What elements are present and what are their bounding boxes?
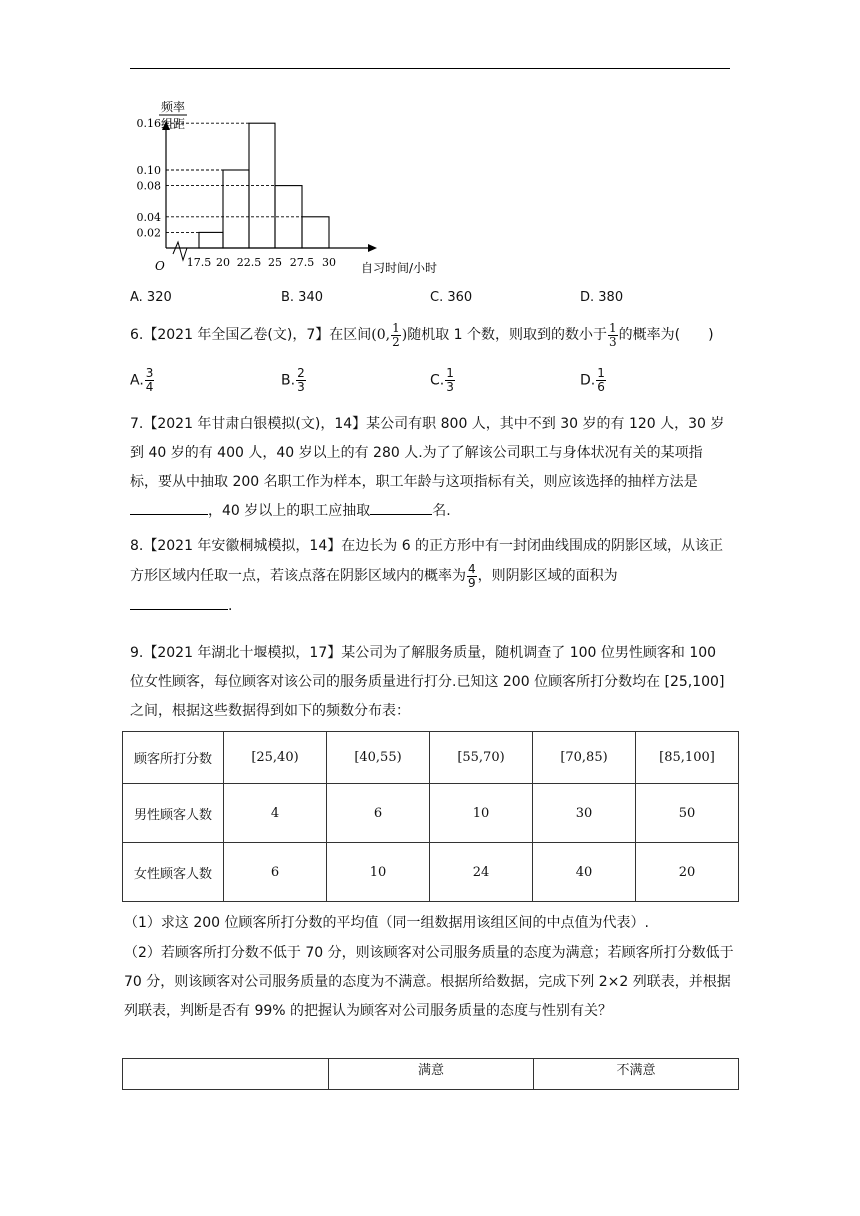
fraction-numerator: 4	[468, 561, 476, 576]
q7-text-a: 7.【2021 年甘肃白银模拟(文)，14】某公司有职 800 人，其中不到 30 岁的有 120 人，30 岁到 40 岁的有 400 人，40 岁以上的有 280 人.为了了解该公司职工与身体状况有关的某项指标，要从中抽取 200 名职工作为样本，职工年龄与这项指标有关，则应该选择的抽样方法是	[130, 416, 725, 490]
histogram-bar	[199, 232, 223, 248]
table-cell: 50	[636, 784, 739, 843]
q5-option-b[interactable]: B. 340	[281, 290, 323, 305]
table-row	[123, 732, 739, 784]
q7-text-b: ，40 岁以上的职工应抽取	[208, 503, 371, 519]
q6-option-c[interactable]	[430, 367, 456, 394]
q8-text-c: .	[228, 598, 233, 614]
table-header-cell	[123, 1059, 329, 1090]
table-cell: 30	[533, 784, 636, 843]
table-header-cell: [25,40)	[224, 732, 327, 784]
q5-option-a[interactable]: A. 320	[130, 290, 172, 305]
y-tick-label: 0.02	[136, 226, 161, 240]
y-tick-label: 0.10	[136, 164, 161, 177]
q8-paragraph	[130, 531, 730, 621]
q7-blank-method[interactable]	[130, 500, 208, 515]
q6-interval-fraction	[391, 322, 401, 349]
q6-text-mid: 随机取 1 个数，则取到的数小于	[407, 327, 608, 343]
fraction-numerator: 1	[446, 366, 454, 380]
table-cell: 4	[224, 784, 327, 843]
table-header-cell: [70,85)	[533, 732, 636, 784]
y-tick-label: 0.16	[136, 117, 161, 131]
histogram-bar	[302, 217, 329, 248]
table-header-cell: 不满意	[534, 1059, 739, 1090]
q8-text-a: 8.【2021 年安徽桐城模拟，14】在边长为 6 的正方形中有一封闭曲线围成的阴影区域，从该正方形区域内任取一点，若该点落在阴影区域内的概率为	[130, 538, 724, 584]
q7-blank-count[interactable]	[370, 500, 432, 515]
q7-text-c: 名.	[432, 503, 451, 519]
fraction-denominator: 3	[609, 334, 617, 349]
fraction-denominator: 4	[145, 380, 154, 394]
option-fraction	[145, 367, 155, 394]
q7-paragraph	[130, 410, 730, 526]
option-fraction	[596, 367, 606, 394]
q8-text-b: ，则阴影区域的面积为	[477, 568, 618, 584]
histogram-chart	[125, 98, 438, 283]
origin-label: O	[155, 259, 165, 273]
table-row	[123, 784, 739, 843]
fraction-denominator: 6	[597, 380, 605, 394]
q8-probability-fraction	[467, 563, 477, 590]
table-header-cell: 顾客所打分数	[123, 732, 224, 784]
x-tick-label: 20	[216, 256, 230, 269]
q6-text-pre: 6.【2021 年全国乙卷(文)，7】在区间	[130, 327, 372, 343]
q9-paragraph: 9.【2021 年湖北十堰模拟，17】某公司为了解服务质量，随机调查了 100 位男性顾客和 100 位女性顾客，每位顾客对该公司的服务质量进行打分.已知这 200 位顾客所打分数均在 [25,100] 之间，根据这些数据得到如下的频数分布表：	[130, 645, 725, 719]
contingency-table	[122, 1058, 739, 1090]
table-cell: 40	[533, 843, 636, 902]
table-cell: 24	[430, 843, 533, 902]
option-label: A.	[130, 372, 144, 389]
table-row	[123, 1059, 739, 1090]
x-tick-label: 30	[322, 256, 336, 269]
fraction-numerator: 1	[609, 320, 617, 335]
table-cell: 男性顾客人数	[123, 784, 224, 843]
q9-part2: （2）若顾客所打分数不低于 70 分，则该顾客对公司服务质量的态度为满意；若顾客所打分数低于 70 分，则该顾客对公司服务质量的态度为不满意。根据所给数据，完成下列 2×2 列联表，并根据列联表，判断是否有 99% 的把握认为顾客对公司服务质量的态度与性别有关？	[124, 945, 734, 1019]
x-axis-label: 自习时间/小时	[361, 261, 438, 275]
q6-option-b[interactable]	[281, 367, 307, 394]
q6-option-a[interactable]	[130, 367, 155, 394]
fraction-denominator: 3	[297, 380, 305, 394]
fraction-numerator: 3	[145, 366, 154, 380]
option-label: C.	[430, 372, 445, 389]
option-label: B.	[281, 372, 296, 389]
y-tick-label: 0.08	[136, 179, 161, 193]
q6-stem	[130, 318, 714, 352]
q6-interval-open: (0,	[371, 327, 391, 343]
histogram-bar	[223, 170, 249, 248]
frequency-table	[122, 731, 739, 902]
q6-interval-close: )	[401, 327, 408, 343]
y-axis-label-top: 频率	[160, 100, 186, 114]
fraction-numerator: 1	[392, 320, 400, 335]
table-header-cell: 满意	[329, 1059, 534, 1090]
option-label: D.	[580, 372, 596, 389]
table-cell: 女性顾客人数	[123, 843, 224, 902]
x-axis-arrow	[368, 244, 377, 252]
q6-option-d[interactable]	[580, 367, 607, 394]
q6-text-post: 的概率为( )	[618, 327, 714, 343]
y-tick-label: 0.04	[136, 210, 161, 224]
q5-option-c[interactable]: C. 360	[430, 290, 473, 305]
table-row	[123, 843, 739, 902]
q8-blank-area[interactable]	[130, 595, 228, 610]
option-fraction	[296, 367, 306, 394]
table-cell: 6	[224, 843, 327, 902]
q5-option-d[interactable]: D. 380	[580, 290, 624, 305]
fraction-denominator: 9	[468, 575, 476, 590]
table-header-cell: [55,70)	[430, 732, 533, 784]
x-tick-label: 25	[268, 256, 282, 269]
fraction-denominator: 3	[446, 380, 454, 394]
table-header-cell: [40,55)	[327, 732, 430, 784]
header-rule	[130, 68, 730, 69]
x-tick-label: 22.5	[236, 256, 262, 269]
fraction-numerator: 1	[597, 366, 605, 380]
fraction-numerator: 2	[297, 366, 305, 380]
table-cell: 6	[327, 784, 430, 843]
table-header-cell: [85,100]	[636, 732, 739, 784]
q6-threshold-fraction	[608, 322, 618, 349]
x-tick-label: 27.5	[289, 256, 315, 269]
q9-part1: （1）求这 200 位顾客所打分数的平均值（同一组数据用该组区间的中点值为代表）.	[124, 915, 649, 931]
x-tick-label: 17.5	[186, 256, 212, 269]
y-axis-label-bottom: 组距	[160, 117, 186, 131]
fraction-denominator: 2	[392, 334, 400, 349]
table-cell: 10	[430, 784, 533, 843]
option-fraction	[445, 367, 455, 394]
table-cell: 10	[327, 843, 430, 902]
table-cell: 20	[636, 843, 739, 902]
